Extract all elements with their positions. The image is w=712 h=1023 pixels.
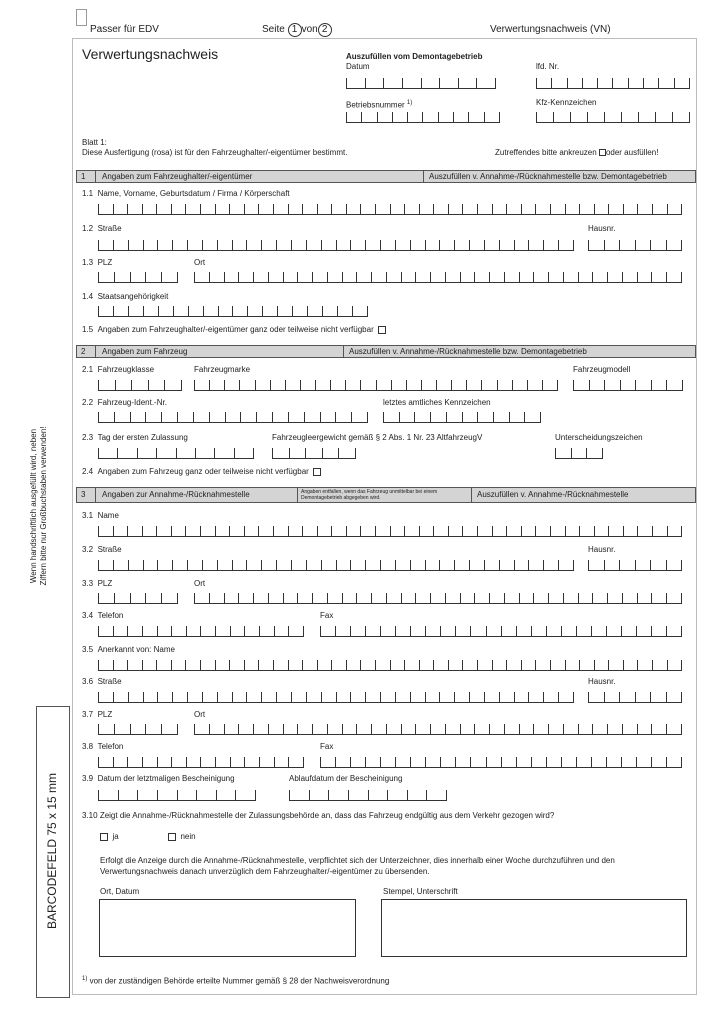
blatt-instruction: Zutreffendes bitte ankreuzen oder ausfüllen! [495,148,659,157]
stelle-name-field[interactable] [98,526,682,537]
section-3-header: 3 Angaben zur Annahme-/Rücknahmestelle Angaben entfallen, wenn das Fahrzeug unmittelbar bei einem Demontagebetrieb abgegeben wird. Auszufüllen v. Annahme-/Rücknahmestelle [76,487,696,503]
item-2-3: 2.3 Tag der ersten Zulassung [82,433,188,442]
stelle-plz-field[interactable] [98,593,178,604]
item-1-1: 1.1 Name, Vorname, Geburtsdatum / Firma / Körperschaft [82,189,290,198]
item-3-4: 3.4 Telefon [82,611,124,620]
side-note: Wenn handschriftlich ausgefüllt wird, neben Ziffern bitte nur Großbuchstaben verwenden! [29,426,48,586]
ja-option[interactable]: ja [100,832,119,842]
lfd-label: lfd. Nr. [536,62,560,71]
item-1-2: 1.2 Straße [82,224,122,233]
lfd-field[interactable] [536,78,690,89]
modell-field[interactable] [573,380,683,391]
checkbox-1-5[interactable] [378,326,386,334]
section-2-header: 2 Angaben zum Fahrzeug Auszufüllen v. Annahme-/Rücknahmestelle bzw. Demontagebetrieb [76,345,696,358]
page-indicator: Seite 1 von 2 [262,23,332,37]
ablauf-label: Ablaufdatum der Bescheinigung [289,774,403,783]
blatt-line1: Blatt 1: [82,138,107,147]
item-3-7: 3.7 PLZ [82,710,113,719]
gewicht-label: Fahrzeugleergewicht gemäß § 2 Abs. 1 Nr. 23 AltfahrzeugV [272,433,483,442]
stempel-label: Stempel, Unterschrift [383,887,458,896]
anerkannt-fax-field[interactable] [320,757,682,768]
checkbox-example-icon [599,149,606,156]
fax-label-3-8: Fax [320,742,334,751]
item-3-9: 3.9 Datum der letztmaligen Bescheinigung [82,774,235,783]
kennz-label: letztes amtliches Kennzeichen [383,398,491,407]
unters-field[interactable] [555,448,603,459]
marke-field[interactable] [194,380,558,391]
hausnr-field[interactable] [588,240,682,251]
strasse-field[interactable] [98,240,574,251]
stelle-ort-field[interactable] [194,593,682,604]
name-field[interactable] [98,204,682,215]
hausnr-label-3-6: Hausnr. [588,677,616,686]
doc-type-label: Verwertungsnachweis (VN) [490,24,611,35]
stelle-strasse-field[interactable] [98,560,574,571]
fill-note: Auszufüllen vom Demontagebetrieb [346,52,483,61]
unters-label: Unterscheidungszeichen [555,433,643,442]
item-3-8: 3.8 Telefon [82,742,124,751]
anerkannt-ort-field[interactable] [194,724,682,735]
betriebsnummer-field[interactable] [346,112,500,123]
item-3-5: 3.5 Anerkannt von: Name [82,645,175,654]
item-1-5: 1.5 Angaben zum Fahrzeughalter/-eigentümer ganz oder teilweise nicht verfügbar [82,325,386,335]
ort-field[interactable] [194,272,682,283]
stelle-telefon-field[interactable] [98,626,304,637]
item-2-2: 2.2 Fahrzeug-Ident.-Nr. [82,398,167,407]
anerkannt-hausnr-field[interactable] [588,692,682,703]
hausnr-label-1: Hausnr. [588,224,616,233]
passer-box [76,9,87,26]
barcode-label: BARCODEFELD 75 x 15 mm [45,772,59,930]
fax-label-3-4: Fax [320,611,334,620]
item-2-1: 2.1 Fahrzeugklasse [82,365,155,374]
passer-label: Passer für EDV [90,24,159,35]
datum-field[interactable] [346,78,496,89]
datum-label: Datum [346,62,370,71]
ort-label-1: Ort [194,258,206,267]
item-2-4: 2.4 Angaben zum Fahrzeug ganz oder teilweise nicht verfügbar [82,467,321,477]
kennz-field[interactable] [383,412,541,423]
blatt-line2: Diese Ausfertigung (rosa) ist für den Fahrzeughalter/-eigentümer bestimmt. [82,148,348,157]
anerkannt-telefon-field[interactable] [98,757,304,768]
ablauf-field[interactable] [289,790,447,801]
item-3-6: 3.6 Straße [82,677,122,686]
ident-field[interactable] [98,412,368,423]
item-1-3: 1.3 PLZ [82,258,113,267]
marke-label: Fahrzeugmarke [194,365,251,374]
page-title: Verwertungsnachweis [82,46,219,62]
zulassung-field[interactable] [98,448,254,459]
obligation-paragraph: Erfolgt die Anzeige durch die Annahme-/Rücknahmestelle, verpflichtet sich der Unterzeichner, dies innerhalb einer Woche durchzuführen und den Verwertungsnachweis danach unverzüglich dem Fahrzeughalter/-eigentümer zu übersenden. [100,856,615,876]
kfz-label: Kfz-Kennzeichen [536,98,597,107]
kfz-field[interactable] [536,112,690,123]
modell-label: Fahrzeugmodell [573,365,631,374]
nein-option[interactable]: nein [168,832,196,842]
page-current: 1 [288,23,302,37]
item-3-10: 3.10 Zeigt die Annahme-/Rücknahmestelle der Zulassungsbehörde an, dass das Fahrzeug endgültig aus dem Verkehr gezogen wird? [82,811,555,820]
stelle-fax-field[interactable] [320,626,682,637]
item-3-1: 3.1 Name [82,511,119,520]
item-3-3: 3.3 PLZ [82,579,113,588]
anerkannt-name-field[interactable] [98,660,682,671]
ortdatum-label: Ort, Datum [100,887,140,896]
section-1-header: 1 Angaben zum Fahrzeughalter/-eigentümer Auszufüllen v. Annahme-/Rücknahmestelle bzw. Demontagebetrieb [76,170,696,183]
klasse-field[interactable] [98,380,182,391]
stelle-hausnr-field[interactable] [588,560,682,571]
betriebsnummer-label: Betriebsnummer $^{1)}$ [346,100,413,110]
gewicht-field[interactable] [272,448,356,459]
page-total: 2 [318,23,332,37]
checkbox-2-4[interactable] [313,468,321,476]
section-3-note: Angaben entfallen, wenn das Fahrzeug unmittelbar bei einem Demontagebetrieb abgegeben wird. [301,489,438,501]
hausnr-label-3-2: Hausnr. [588,545,616,554]
letzt-field[interactable] [98,790,256,801]
item-3-2: 3.2 Straße [82,545,122,554]
checkbox-ja[interactable] [100,833,108,841]
ortdatum-box[interactable] [99,899,356,957]
ort-label-3-3: Ort [194,579,206,588]
anerkannt-plz-field[interactable] [98,724,178,735]
stempel-box[interactable] [381,899,687,957]
checkbox-nein[interactable] [168,833,176,841]
ort-label-3-7: Ort [194,710,206,719]
staat-field[interactable] [98,306,368,317]
plz-field[interactable] [98,272,178,283]
anerkannt-strasse-field[interactable] [98,692,574,703]
footnote: $^{1)}$ von der zuständigen Behörde erteilte Nummer gemäß § 28 der Nachweisverordnung [82,976,390,986]
item-1-4: 1.4 Staatsangehörigkeit [82,292,169,301]
